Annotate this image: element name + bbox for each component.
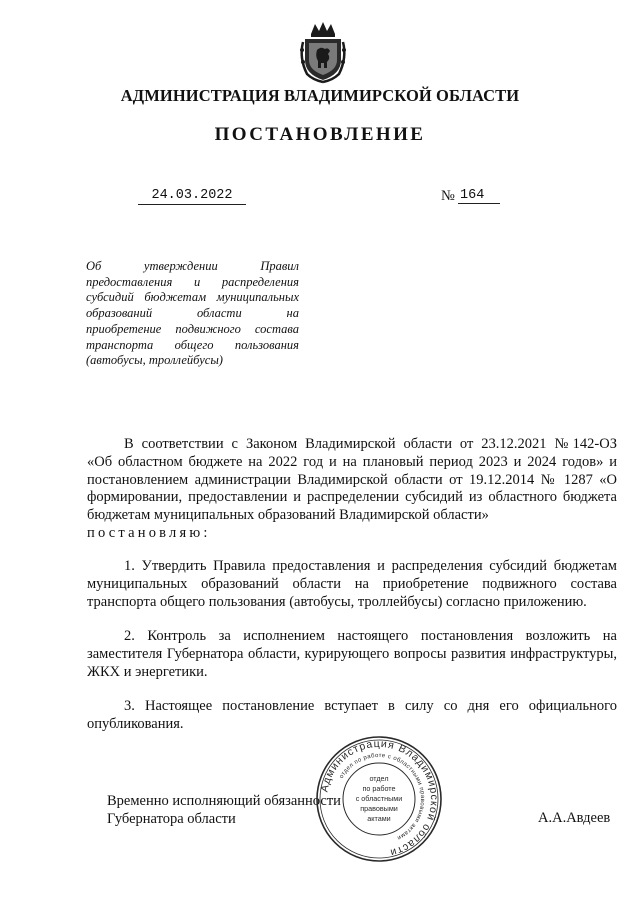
signatory-name: А.А.Авдеев [538,810,611,826]
organization-name: АДМИНИСТРАЦИЯ ВЛАДИМИРСКОЙ ОБЛАСТИ [120,86,520,105]
stamp-center-line: отдел [369,774,389,783]
clause-2: 2. Контроль за исполнением настоящего постановления возложить на заместителя Губернатора области, курирующего вопросы развития инфраструктуры, ЖКХ и энергетики. [87,628,617,680]
preamble-first-line: В соответствии с Законом Владимирской области от 23.12.2021 №142-ОЗ [124,436,617,452]
stamp-center-line: по работе [362,784,396,793]
seal-stamp [313,735,445,863]
decree-word: постановляю: [87,524,211,541]
number-label: № [441,188,455,204]
subject-line: транспорта общего пользования [86,337,299,352]
position-line: Временно исполняющий обязанности [107,793,341,809]
subject-line: приобретение подвижного состава [86,321,299,336]
stamp-ring-small-text: отдел по работе с областными правовыми актами [338,752,426,841]
subject-line: предоставления и распределения [86,274,299,289]
document-type-title: ПОСТАНОВЛЕНИЕ [214,124,426,145]
stamp-center-line: актами [367,814,391,823]
subject-line: образований области на [86,306,299,321]
clause-3: 3. Настоящее постановление вступает в силу со дня его официального опубликования. [87,698,617,732]
stamp-ring-text: Администрация Владимирской области [318,737,441,859]
signatory-position [107,792,341,828]
document-date: 24.03.2022 [138,188,246,205]
preamble-rest: «Об областном бюджете на 2022 год и на плановый период 2023 и 2024 годов» и постановлением администрации Владимирской области от 19.12.2014 № 1287 «О формировании, предоставлении и распределении субсидий из областного бюджета бюджетам муниципальных образований Владимирской области» [87,453,617,524]
subject-line: (автобусы, троллейбусы) [86,353,223,368]
preamble-paragraph [87,436,617,543]
subject-line: субсидий бюджетам муниципальных [86,290,299,305]
subject-line: Об утверждении Правил [86,259,299,273]
document-number: 164 [458,188,500,204]
stamp-center-line: правовыми [360,804,398,813]
document-subject [86,259,299,369]
position-line: Губернатора области [107,811,236,827]
coat-of-arms-icon [297,20,349,84]
clause-1: 1. Утвердить Правила предоставления и распределения субсидий бюджетам муниципальных образований области на приобретение подвижного состава транспорта общего пользования (автобусы, троллейбусы) согласно приложению. [87,558,617,610]
stamp-center-line: с областными [355,794,403,803]
